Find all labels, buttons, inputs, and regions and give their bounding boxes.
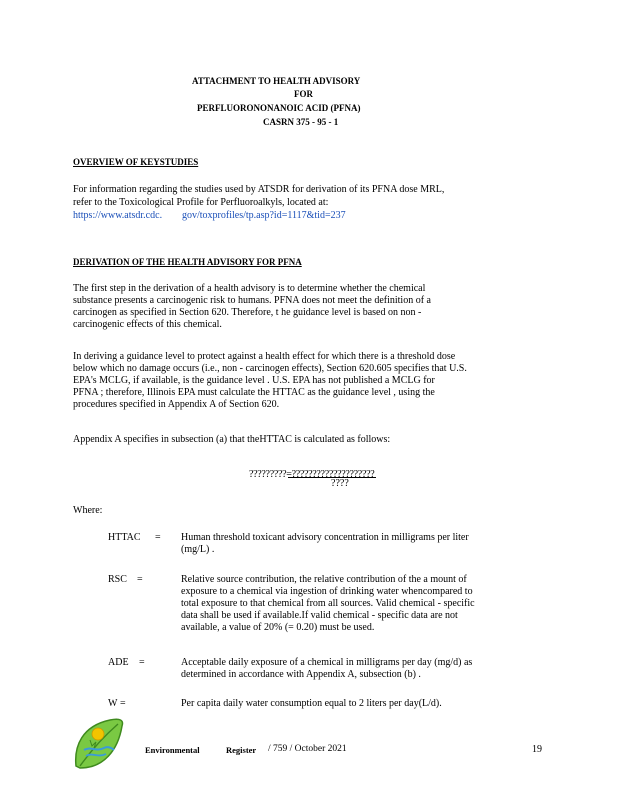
- title-line-1: ATTACHMENT TO HEALTH ADVISORY: [192, 76, 361, 86]
- title-line-3: PERFLUORONONANOIC ACID (PFNA): [197, 103, 361, 113]
- def-ade-line-2: determined in accordance with Appendix A, subsection (b) .: [181, 669, 421, 680]
- formula-fraction-bar: [288, 477, 376, 478]
- para2-line-2: below which no damage occurs (i.e., non - carcinogen effects), Section 620.605 specifies that U.S.: [73, 363, 467, 374]
- para2-line-5: procedures specified in Appendix A of Section 620.: [73, 399, 280, 410]
- def-rsc-line-1: Relative source contribution, the relative contribution of the a mount of: [181, 574, 467, 585]
- leaf-logo-icon: [70, 716, 126, 772]
- atsdr-link-part-2[interactable]: gov/toxprofiles/tp.asp?id=1117&tid=237: [182, 210, 346, 221]
- def-rsc-line-2: exposure to a chemical via ingestion of drinking water whencompared to: [181, 586, 473, 597]
- para2-line-1: In deriving a guidance level to protect against a health effect for which there is a threshold dose: [73, 351, 456, 362]
- def-rsc-line-5: available, a value of 20% (= 0.20) must be used.: [181, 622, 375, 633]
- def-httac-line-2: (mg/L) .: [181, 544, 215, 555]
- footer-publication: Environmental: [145, 745, 200, 755]
- para1-line-4: carcinogenic effects of this chemical.: [73, 319, 222, 330]
- def-term-rsc: RSC: [108, 574, 127, 585]
- derivation-heading: DERIVATION OF THE HEALTH ADVISORY FOR PFNA: [73, 257, 302, 267]
- overview-text-line-2: refer to the Toxicological Profile for Perfluoroalkyls, located at:: [73, 197, 329, 208]
- def-equals-w: =: [120, 698, 126, 709]
- para1-line-1: The first step in the derivation of a health advisory is to determine whether the chemical: [73, 283, 426, 294]
- where-label: Where:: [73, 505, 103, 516]
- footer-issue: / 759 / October 2021: [268, 744, 347, 754]
- page-number: 19: [532, 744, 542, 755]
- para2-line-3: EPA's MCLG, if available, is the guidance level . U.S. EPA has not published a MCLG for: [73, 375, 435, 386]
- def-term-w: W: [108, 698, 118, 709]
- atsdr-link-part-1[interactable]: https://www.atsdr.cdc.: [73, 210, 163, 221]
- def-term-httac: HTTAC: [108, 532, 141, 543]
- def-equals-rsc: =: [137, 574, 143, 585]
- para1-line-3: carcinogen as specified in Section 620. Therefore, t he guidance level is based on non -: [73, 307, 422, 318]
- def-rsc-line-4: data shall be used if available.If valid chemical - specific data are not: [181, 610, 458, 621]
- def-httac-line-1: Human threshold toxicant advisory concentration in milligrams per liter: [181, 532, 469, 543]
- footer-register-label: Register: [226, 745, 257, 755]
- para2-line-4: PFNA ; therefore, Illinois EPA must calculate the HTTAC as the guidance level , using the: [73, 387, 435, 398]
- title-line-2: FOR: [294, 89, 313, 99]
- def-equals-httac: =: [155, 532, 161, 543]
- title-line-4: CASRN 375 - 95 - 1: [263, 117, 339, 127]
- def-w-line-1: Per capita daily water consumption equal to 2 liters per day(L/d).: [181, 698, 442, 709]
- def-rsc-line-3: total exposure to that chemical from all sources. Valid chemical - specific: [181, 598, 475, 609]
- overview-heading: OVERVIEW OF KEYSTUDIES: [73, 157, 199, 167]
- para1-line-2: substance presents a carcinogenic risk to humans. PFNA does not meet the definition of a: [73, 295, 431, 306]
- formula-line-1: ?????????=????????????????????: [249, 469, 375, 480]
- def-equals-ade: =: [139, 657, 145, 668]
- formula-line-2: ????: [331, 478, 349, 489]
- def-term-ade: ADE: [108, 657, 129, 668]
- environmental-register-logo: [70, 716, 126, 772]
- def-ade-line-1: Acceptable daily exposure of a chemical in milligrams per day (mg/d) as: [181, 657, 473, 668]
- overview-text-line-1: For information regarding the studies used by ATSDR for derivation of its PFNA dose MRL,: [73, 184, 445, 195]
- para3: Appendix A specifies in subsection (a) that theHTTAC is calculated as follows:: [73, 434, 391, 445]
